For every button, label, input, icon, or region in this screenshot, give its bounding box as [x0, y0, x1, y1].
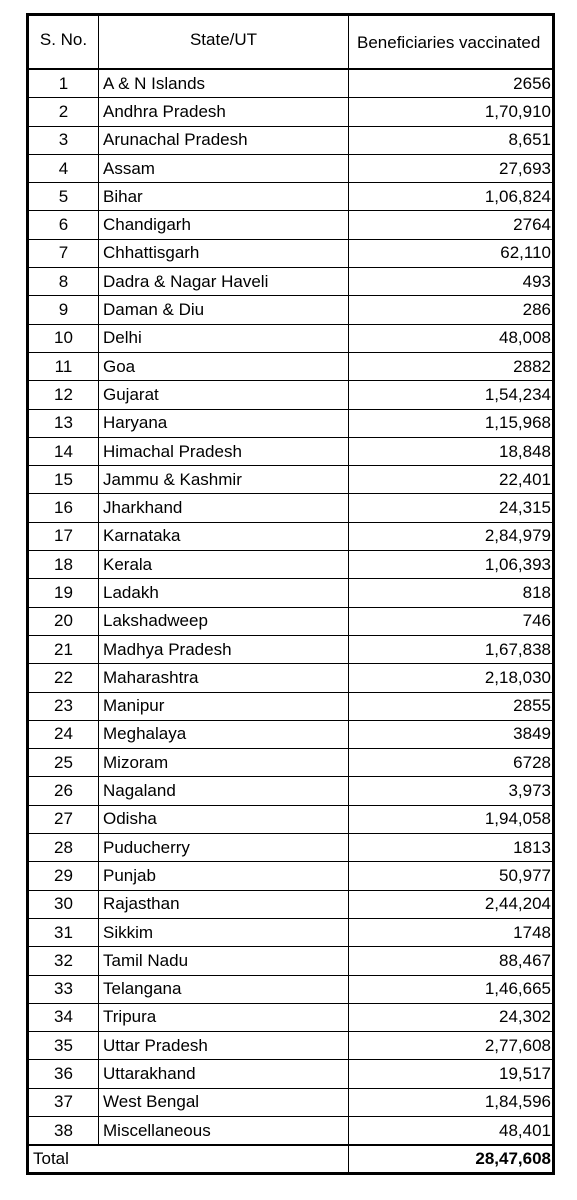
row-beneficiaries-value: 2,44,204 [349, 890, 554, 918]
row-beneficiaries-value: 286 [349, 296, 554, 324]
row-beneficiaries-value: 1,67,838 [349, 635, 554, 663]
table-row [28, 1116, 554, 1145]
table-row [28, 890, 554, 918]
row-beneficiaries-value: 24,302 [349, 1003, 554, 1031]
row-state-name: Manipur [99, 692, 349, 720]
row-state-name: Mizoram [99, 749, 349, 777]
row-state-name: Meghalaya [99, 720, 349, 748]
table-footer [28, 1145, 554, 1174]
table-row [28, 551, 554, 579]
row-beneficiaries-value: 1,94,058 [349, 805, 554, 833]
row-beneficiaries-value: 1,84,596 [349, 1088, 554, 1116]
row-beneficiaries-value: 48,401 [349, 1116, 554, 1145]
row-sno: 8 [28, 268, 99, 296]
row-beneficiaries-value: 19,517 [349, 1060, 554, 1088]
row-sno: 25 [28, 749, 99, 777]
row-beneficiaries-value: 1,54,234 [349, 381, 554, 409]
row-sno: 13 [28, 409, 99, 437]
row-state-name: Bihar [99, 183, 349, 211]
row-beneficiaries-value: 50,977 [349, 862, 554, 890]
table-row [28, 918, 554, 946]
row-beneficiaries-value: 24,315 [349, 494, 554, 522]
row-beneficiaries-value: 2,18,030 [349, 664, 554, 692]
table-row [28, 664, 554, 692]
table-row [28, 862, 554, 890]
row-sno: 12 [28, 381, 99, 409]
vaccination-table-sheet [26, 13, 552, 1175]
row-sno: 29 [28, 862, 99, 890]
row-sno: 2 [28, 98, 99, 126]
row-state-name: Sikkim [99, 918, 349, 946]
table-row [28, 268, 554, 296]
row-state-name: Maharashtra [99, 664, 349, 692]
row-beneficiaries-value: 48,008 [349, 324, 554, 352]
row-sno: 16 [28, 494, 99, 522]
vaccination-table [26, 13, 555, 1175]
table-row [28, 296, 554, 324]
row-state-name: A & N Islands [99, 69, 349, 98]
row-beneficiaries-value: 2764 [349, 211, 554, 239]
row-beneficiaries-value: 27,693 [349, 154, 554, 182]
row-sno: 14 [28, 437, 99, 465]
table-row [28, 975, 554, 1003]
table-row [28, 522, 554, 550]
row-state-name: Karnataka [99, 522, 349, 550]
table-row [28, 211, 554, 239]
table-row [28, 466, 554, 494]
table-row [28, 352, 554, 380]
table-row [28, 494, 554, 522]
row-state-name: Odisha [99, 805, 349, 833]
row-sno: 15 [28, 466, 99, 494]
row-sno: 21 [28, 635, 99, 663]
row-sno: 6 [28, 211, 99, 239]
table-row [28, 1032, 554, 1060]
row-sno: 18 [28, 551, 99, 579]
row-state-name: Madhya Pradesh [99, 635, 349, 663]
table-row [28, 69, 554, 98]
table-row [28, 834, 554, 862]
row-beneficiaries-value: 1,70,910 [349, 98, 554, 126]
row-state-name: Dadra & Nagar Haveli [99, 268, 349, 296]
row-beneficiaries-value: 6728 [349, 749, 554, 777]
row-state-name: Punjab [99, 862, 349, 890]
row-beneficiaries-value: 2656 [349, 69, 554, 98]
header-beneficiaries: Beneficiaries vaccinated [349, 15, 554, 70]
row-beneficiaries-value: 818 [349, 579, 554, 607]
row-sno: 34 [28, 1003, 99, 1031]
table-row [28, 635, 554, 663]
row-state-name: Delhi [99, 324, 349, 352]
row-sno: 9 [28, 296, 99, 324]
row-sno: 1 [28, 69, 99, 98]
row-sno: 36 [28, 1060, 99, 1088]
row-state-name: Puducherry [99, 834, 349, 862]
row-sno: 4 [28, 154, 99, 182]
row-sno: 37 [28, 1088, 99, 1116]
row-sno: 22 [28, 664, 99, 692]
row-state-name: Haryana [99, 409, 349, 437]
row-beneficiaries-value: 1,15,968 [349, 409, 554, 437]
row-sno: 10 [28, 324, 99, 352]
row-sno: 33 [28, 975, 99, 1003]
row-state-name: Uttarakhand [99, 1060, 349, 1088]
row-sno: 5 [28, 183, 99, 211]
row-state-name: West Bengal [99, 1088, 349, 1116]
row-sno: 17 [28, 522, 99, 550]
row-sno: 3 [28, 126, 99, 154]
row-beneficiaries-value: 2,84,979 [349, 522, 554, 550]
row-beneficiaries-value: 2882 [349, 352, 554, 380]
row-beneficiaries-value: 1748 [349, 918, 554, 946]
row-state-name: Himachal Pradesh [99, 437, 349, 465]
row-sno: 38 [28, 1116, 99, 1145]
row-beneficiaries-value: 1,06,824 [349, 183, 554, 211]
table-row [28, 805, 554, 833]
row-sno: 31 [28, 918, 99, 946]
row-sno: 19 [28, 579, 99, 607]
table-row [28, 777, 554, 805]
row-beneficiaries-value: 8,651 [349, 126, 554, 154]
table-row [28, 749, 554, 777]
table-row [28, 324, 554, 352]
row-beneficiaries-value: 18,848 [349, 437, 554, 465]
row-state-name: Assam [99, 154, 349, 182]
row-state-name: Gujarat [99, 381, 349, 409]
table-row [28, 607, 554, 635]
row-beneficiaries-value: 1,06,393 [349, 551, 554, 579]
row-beneficiaries-value: 88,467 [349, 947, 554, 975]
row-state-name: Lakshadweep [99, 607, 349, 635]
row-sno: 20 [28, 607, 99, 635]
table-row [28, 126, 554, 154]
row-sno: 30 [28, 890, 99, 918]
row-state-name: Goa [99, 352, 349, 380]
row-state-name: Rajasthan [99, 890, 349, 918]
row-state-name: Tripura [99, 1003, 349, 1031]
row-state-name: Telangana [99, 975, 349, 1003]
row-beneficiaries-value: 2855 [349, 692, 554, 720]
row-beneficiaries-value: 1813 [349, 834, 554, 862]
table-row [28, 239, 554, 267]
row-state-name: Daman & Diu [99, 296, 349, 324]
row-beneficiaries-value: 493 [349, 268, 554, 296]
table-row [28, 1003, 554, 1031]
row-sno: 11 [28, 352, 99, 380]
table-row [28, 579, 554, 607]
table-row [28, 154, 554, 182]
row-beneficiaries-value: 3849 [349, 720, 554, 748]
row-state-name: Miscellaneous [99, 1116, 349, 1145]
row-state-name: Tamil Nadu [99, 947, 349, 975]
row-state-name: Chhattisgarh [99, 239, 349, 267]
row-state-name: Jharkhand [99, 494, 349, 522]
table-row [28, 98, 554, 126]
table-row [28, 720, 554, 748]
table-row [28, 1088, 554, 1116]
row-beneficiaries-value: 22,401 [349, 466, 554, 494]
row-state-name: Uttar Pradesh [99, 1032, 349, 1060]
total-value: 28,47,608 [349, 1145, 554, 1174]
row-state-name: Arunachal Pradesh [99, 126, 349, 154]
row-sno: 32 [28, 947, 99, 975]
header-row [28, 15, 554, 70]
table-row [28, 183, 554, 211]
table-body [28, 69, 554, 1145]
total-row [28, 1145, 554, 1174]
row-state-name: Kerala [99, 551, 349, 579]
row-beneficiaries-value: 2,77,608 [349, 1032, 554, 1060]
row-state-name: Nagaland [99, 777, 349, 805]
row-sno: 23 [28, 692, 99, 720]
table-row [28, 437, 554, 465]
row-state-name: Andhra Pradesh [99, 98, 349, 126]
row-sno: 28 [28, 834, 99, 862]
row-beneficiaries-value: 62,110 [349, 239, 554, 267]
row-state-name: Ladakh [99, 579, 349, 607]
table-header [28, 15, 554, 70]
row-beneficiaries-value: 746 [349, 607, 554, 635]
total-label: Total [28, 1145, 349, 1174]
row-sno: 35 [28, 1032, 99, 1060]
row-sno: 26 [28, 777, 99, 805]
header-state: State/UT [99, 15, 349, 70]
table-row [28, 1060, 554, 1088]
row-state-name: Chandigarh [99, 211, 349, 239]
table-row [28, 947, 554, 975]
row-beneficiaries-value: 1,46,665 [349, 975, 554, 1003]
row-beneficiaries-value: 3,973 [349, 777, 554, 805]
row-sno: 27 [28, 805, 99, 833]
table-row [28, 381, 554, 409]
row-sno: 24 [28, 720, 99, 748]
header-sno: S. No. [28, 15, 99, 70]
row-state-name: Jammu & Kashmir [99, 466, 349, 494]
table-row [28, 692, 554, 720]
row-sno: 7 [28, 239, 99, 267]
table-row [28, 409, 554, 437]
